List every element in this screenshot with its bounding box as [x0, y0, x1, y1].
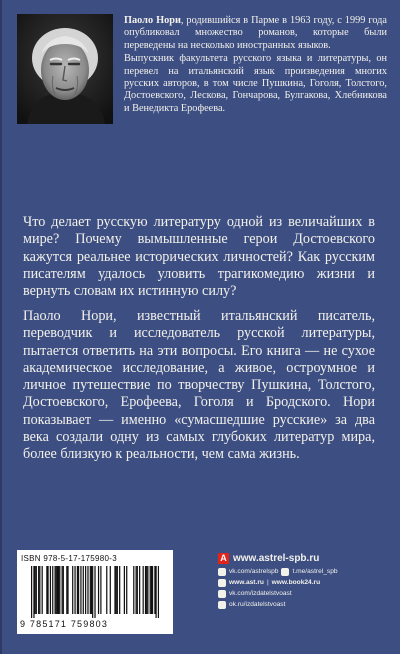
isbn-barcode	[17, 550, 173, 634]
bio-paragraph-2: Выпускник факультета русского языка и литературы, он перевел на итальянский язык произведения многих русских авторов, в том числе Пушкина, Гоголя, Толстого, Достоевского, Лескова, Гончарова, Булгакова, Хлебникова и Венедикта Ерофеева.	[124, 53, 387, 114]
barcode-bar	[31, 566, 32, 618]
barcode-bar	[133, 566, 134, 614]
barcode-bar	[92, 566, 93, 618]
barcode-bar	[80, 566, 81, 614]
vk-icon	[218, 568, 226, 576]
barcode-bar	[33, 566, 34, 618]
barcode-bar	[155, 566, 156, 618]
ok-ast-link[interactable]: ok.ru/izdatelstvoast	[229, 601, 286, 608]
barcode-bar	[91, 566, 92, 614]
barcode-bar	[137, 566, 138, 614]
bio-line-1-rest: , родившийся в Парме в 1963 году, с 1999 года опубликовал множество романов, которые были переведены на несколько иностранных языков.	[124, 15, 387, 51]
barcode-bar	[57, 566, 58, 614]
barcode-bar	[119, 566, 120, 614]
barcode-bar	[85, 566, 86, 614]
astrel-logo-icon: А	[218, 553, 229, 564]
barcode-bar	[98, 566, 99, 614]
social-row-3	[218, 588, 388, 599]
telegram-astrel-link[interactable]: t.me/astrel_spb	[292, 568, 338, 575]
barcode-bar	[146, 566, 147, 614]
bio-paragraph-1	[124, 15, 387, 52]
annotation-questions	[23, 214, 375, 300]
social-row-2	[218, 577, 388, 588]
barcode-bar	[139, 566, 140, 614]
barcode-bar	[54, 566, 55, 614]
page-edge	[0, 0, 2, 654]
barcode-bar	[62, 566, 63, 614]
barcode-bar	[35, 566, 36, 614]
barcode-bar	[46, 566, 47, 614]
barcode-bar	[72, 566, 73, 614]
ast-site-link[interactable]: www.ast.ru	[229, 579, 264, 586]
barcode-bar	[126, 566, 127, 614]
barcode-bar	[158, 566, 159, 618]
separator: |	[266, 579, 269, 586]
barcode-bar	[90, 566, 91, 614]
barcode-bar	[151, 566, 152, 614]
barcode-bar	[39, 566, 40, 614]
barcode-bar	[38, 566, 39, 614]
annotation-description	[23, 308, 375, 464]
author-name: Паоло Нори	[124, 15, 181, 26]
barcode-bar	[77, 566, 78, 614]
barcode-bar	[66, 566, 67, 614]
barcode-bar	[74, 566, 75, 614]
barcode-bar	[106, 566, 107, 614]
barcode-bars	[31, 566, 159, 618]
barcode-bar	[94, 566, 95, 618]
book24-link[interactable]: www.book24.ru	[271, 579, 321, 586]
barcode-bar	[110, 566, 111, 614]
barcode-bar	[58, 566, 59, 614]
barcode-bar	[152, 566, 153, 614]
barcode-bar	[78, 566, 79, 614]
description-text: Паоло Нори, известный итальянский писатель, переводчик и исследователь русской литературы, пытается ответить на эти вопросы. Его книга — не сухое академическое исследование, а живое, остроумное и личное путешествие по творчеству Пушкина, Толстого, Достоевского, Ерофеева, Гоголя и Бродского. Нори показывает — именно «сумасшедшие русские» за два века создали одну из самых глубоких литератур мира, более близкую к реальности, чем сама жизнь.	[23, 308, 375, 463]
barcode-bar	[145, 566, 146, 614]
social-row-1	[218, 566, 388, 577]
author-bio	[124, 15, 387, 115]
questions-text: Что делает русскую литературу одной из величайших в мире? Почему вымышленные герои Достоевского кажутся реальнее исторических личностей? Как русским писателям удалось уловить трагикомедию жизни и вернуть словам их истинную силу?	[23, 214, 375, 300]
barcode-bar	[83, 566, 84, 614]
barcode-bar	[47, 566, 48, 614]
barcode-bar	[147, 566, 148, 614]
barcode-bar	[56, 566, 57, 614]
barcode-bar	[42, 566, 43, 614]
barcode-bar	[59, 566, 60, 614]
vk-astrel-link[interactable]: vk.com/astrelspb	[229, 568, 279, 575]
social-row-4	[218, 599, 388, 610]
author-photo	[17, 14, 113, 124]
barcode-bar	[63, 566, 64, 614]
isbn-label: ISBN 978-5-17-175980-3	[21, 554, 117, 563]
barcode-bar	[50, 566, 51, 614]
barcode-bar	[154, 566, 155, 614]
barcode-bar	[36, 566, 37, 614]
barcode-bar	[150, 566, 151, 614]
barcode-bar	[87, 566, 88, 614]
publisher-site-link[interactable]: www.astrel-spb.ru	[233, 552, 320, 564]
barcode-bar	[67, 566, 68, 614]
barcode-bar	[116, 566, 117, 614]
barcode-bar	[100, 566, 101, 614]
vk-ast-link[interactable]: vk.com/izdatelstvoast	[229, 590, 292, 597]
barcode-bar	[124, 566, 125, 614]
publisher-site-row[interactable]	[218, 550, 388, 566]
barcode-bar	[114, 566, 115, 614]
publisher-links	[218, 550, 388, 610]
telegram-icon	[281, 568, 289, 576]
vk-icon	[218, 590, 226, 598]
barcode-bar	[136, 566, 137, 614]
barcode-bar	[52, 566, 53, 614]
barcode-bar	[117, 566, 118, 614]
barcode-bar	[143, 566, 144, 614]
globe-icon	[218, 579, 226, 587]
ok-icon	[218, 601, 226, 609]
barcode-digits: 9 785171 759803	[20, 619, 109, 629]
